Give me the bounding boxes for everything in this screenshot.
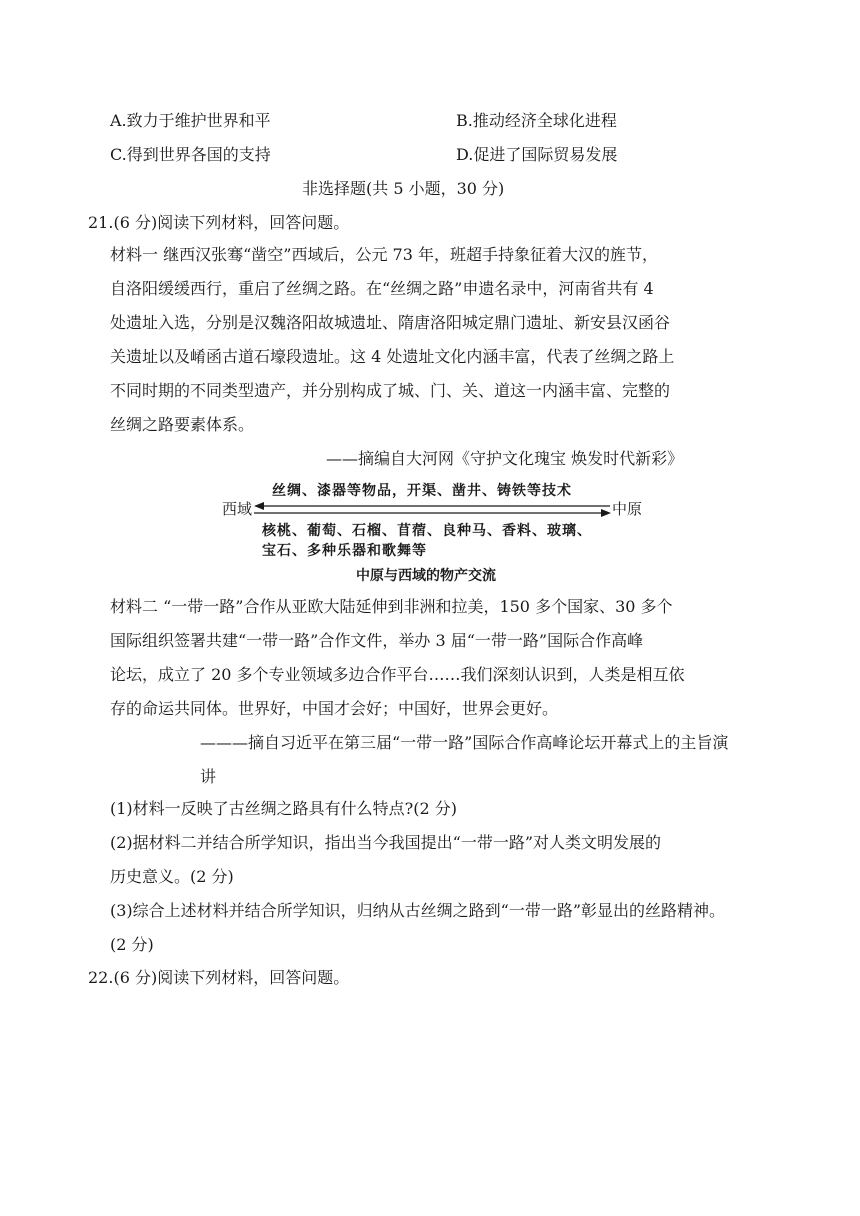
material-1-source: ——摘编自大河网《守护文化瑰宝 焕发时代新彩》 (326, 449, 684, 468)
material-2-line: 存的命运共同体。世界好，中国才会好；中国好，世界会更好。 (110, 699, 559, 718)
section-heading: 非选择题(共 5 小题，30 分) (302, 179, 505, 198)
material-1-line: 丝绸之路要素体系。 (110, 415, 255, 434)
option-a: A.致力于维护世界和平 (110, 111, 271, 130)
material-2-line: 国际组织签署共建“一带一路”合作文件，举办 3 届“一带一路”国际合作高峰 (110, 631, 644, 650)
arrow-head-left (254, 502, 264, 510)
sub-question-1: (1)材料一反映了古丝绸之路具有什么特点?(2 分) (110, 799, 457, 818)
sub-question-3-cont: (2 分) (110, 935, 154, 954)
diagram-top-text: 丝绸、漆器等物品，开渠、凿井、铸铁等技术 (272, 483, 572, 499)
material-2-line: 论坛，成立了 20 多个专业领域多边合作平台……我们深刻认识到，人类是相互依 (110, 665, 685, 684)
material-1-line: 关遗址以及崤函古道石壕段遗址。这 4 处遗址文化内涵丰富，代表了丝绸之路上 (110, 347, 675, 366)
option-b: B.推动经济全球化进程 (456, 111, 617, 130)
material-2-source: ———摘自习近平在第三届“一带一路”国际合作高峰论坛开幕式上的主旨演 (200, 733, 729, 752)
sub-question-2: (2)据材料二并结合所学知识，指出当今我国提出“一带一路”对人类文明发展的 (110, 833, 662, 852)
diagram-right-label: 中原 (612, 500, 643, 518)
arrow-head-right (601, 509, 611, 517)
material-2-source: 讲 (200, 767, 217, 786)
material-1-line: 材料一 继西汉张骞“凿空”西域后，公元 73 年，班超手持象征着大汉的旌节， (110, 245, 658, 264)
diagram-bottom-line-1: 核桃、葡萄、石榴、苜蓿、良种马、香料、玻璃、 (262, 523, 592, 539)
diagram-left-label: 西域 (222, 500, 253, 518)
diagram-caption: 中原与西域的物产交流 (356, 568, 496, 584)
sub-question-3: (3)综合上述材料并结合所学知识，归纳从古丝绸之路到“一带一路”彰显出的丝路精神。 (110, 901, 726, 920)
question-22-header: 22.(6 分)阅读下列材料，回答问题。 (88, 968, 350, 987)
sub-question-2-cont: 历史意义。(2 分) (110, 867, 234, 886)
material-1-line: 自洛阳缓缓西行，重启了丝绸之路。在“丝绸之路”申遗名录中，河南省共有 4 (110, 279, 654, 298)
material-1-line: 处遗址入选，分别是汉魏洛阳故城遗址、隋唐洛阳城定鼎门遗址、新安县汉函谷 (110, 313, 671, 332)
option-d: D.促进了国际贸易发展 (456, 145, 618, 164)
question-21-header: 21.(6 分)阅读下列材料，回答问题。 (88, 213, 350, 232)
option-c: C.得到世界各国的支持 (110, 145, 271, 164)
material-2-line: 材料二 “一带一路”合作从亚欧大陆延伸到非洲和拉美，150 多个国家、30 多个 (110, 597, 673, 616)
material-1-line: 不同时期的不同类型遗产，并分别构成了城、门、关、道这一内涵丰富、完整的 (110, 381, 671, 400)
diagram-bottom-line-2: 宝石、多种乐器和歌舞等 (262, 543, 427, 559)
